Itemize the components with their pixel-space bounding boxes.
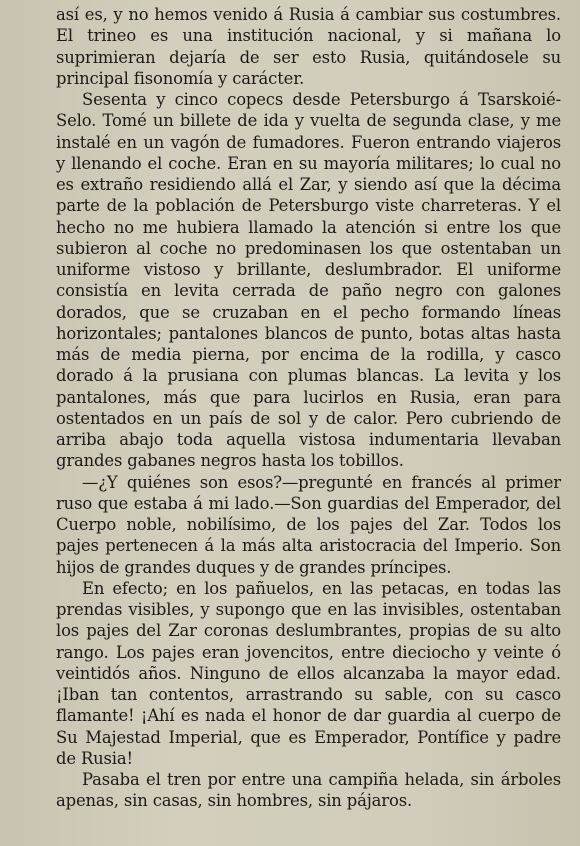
page-text (56, 4, 561, 812)
paragraph-4: En efecto; en los pañuelos, en las petacas, en todas las prendas visibles, y supongo que en las invisibles, ostentaban los pajes del Zar coronas deslumbrantes, propias de su alto rango. Los pajes eran jovencitos, entre dieciocho y veinte ó veintidós años. Ninguno de ellos alcanzaba la mayor edad. ¡Iban tan contentos, arrastrando su sable, con su casco flamante! ¡Ahí es nada el honor de dar guardia al cuerpo de Su Majestad Imperial, que es Emperador, Pontífice y padre de Rusia! (56, 578, 561, 768)
paragraph-2: Sesenta y cinco copecs desde Petersburgo á Tsarskoié-Selo. Tomé un billete de ida y vuelta de segunda clase, y me instalé en un vagón de fumadores. Fueron entrando viajeros y llenando el coche. Eran en su mayoría militares; lo cual no es extraño residiendo allá el Zar, y siendo así que la décima parte de la población de Petersburgo viste charreteras. Y el hecho no me hubiera llamado la atención si entre los que subieron al coche no predominasen los que ostentaban un uniforme vistoso y brillante, deslumbrador. El uniforme consistía en levita cerrada de paño negro con galones dorados, que se cruzaban en el pecho formando líneas horizontales; pantalones blancos de punto, botas altas hasta más de media pierna, por encima de la rodilla, y casco dorado á la prusiana con plumas blancas. La levita y los pantalones, más que para lucirlos en Rusia, eran para ostentados en un país de sol y de calor. Pero cubriendo de arriba abajo toda aquella vistosa indumentaria llevaban grandes gabanes negros hasta los tobillos. (56, 90, 561, 471)
paragraph-5: Pasaba el tren por entre una campiña helada, sin árboles apenas, sin casas, sin hombres, sin pájaros. (56, 770, 561, 811)
paragraph-1: así es, y no hemos venido á Rusia á cambiar sus costumbres. El trineo es una institución nacional, y si mañana lo suprimieran dejaría de ser esto Rusia, quitándosele su principal fisonomía y carácter. (56, 5, 561, 88)
paragraph-3: —¿Y quiénes son esos?—pregunté en francés al primer ruso que estaba á mi lado.—Son guardias del Emperador, del Cuerpo noble, nobilísimo, de los pajes del Zar. Todos los pajes pertenecen á la más alta aristocracia del Imperio. Son hijos de grandes duques y de grandes príncipes. (56, 472, 561, 577)
